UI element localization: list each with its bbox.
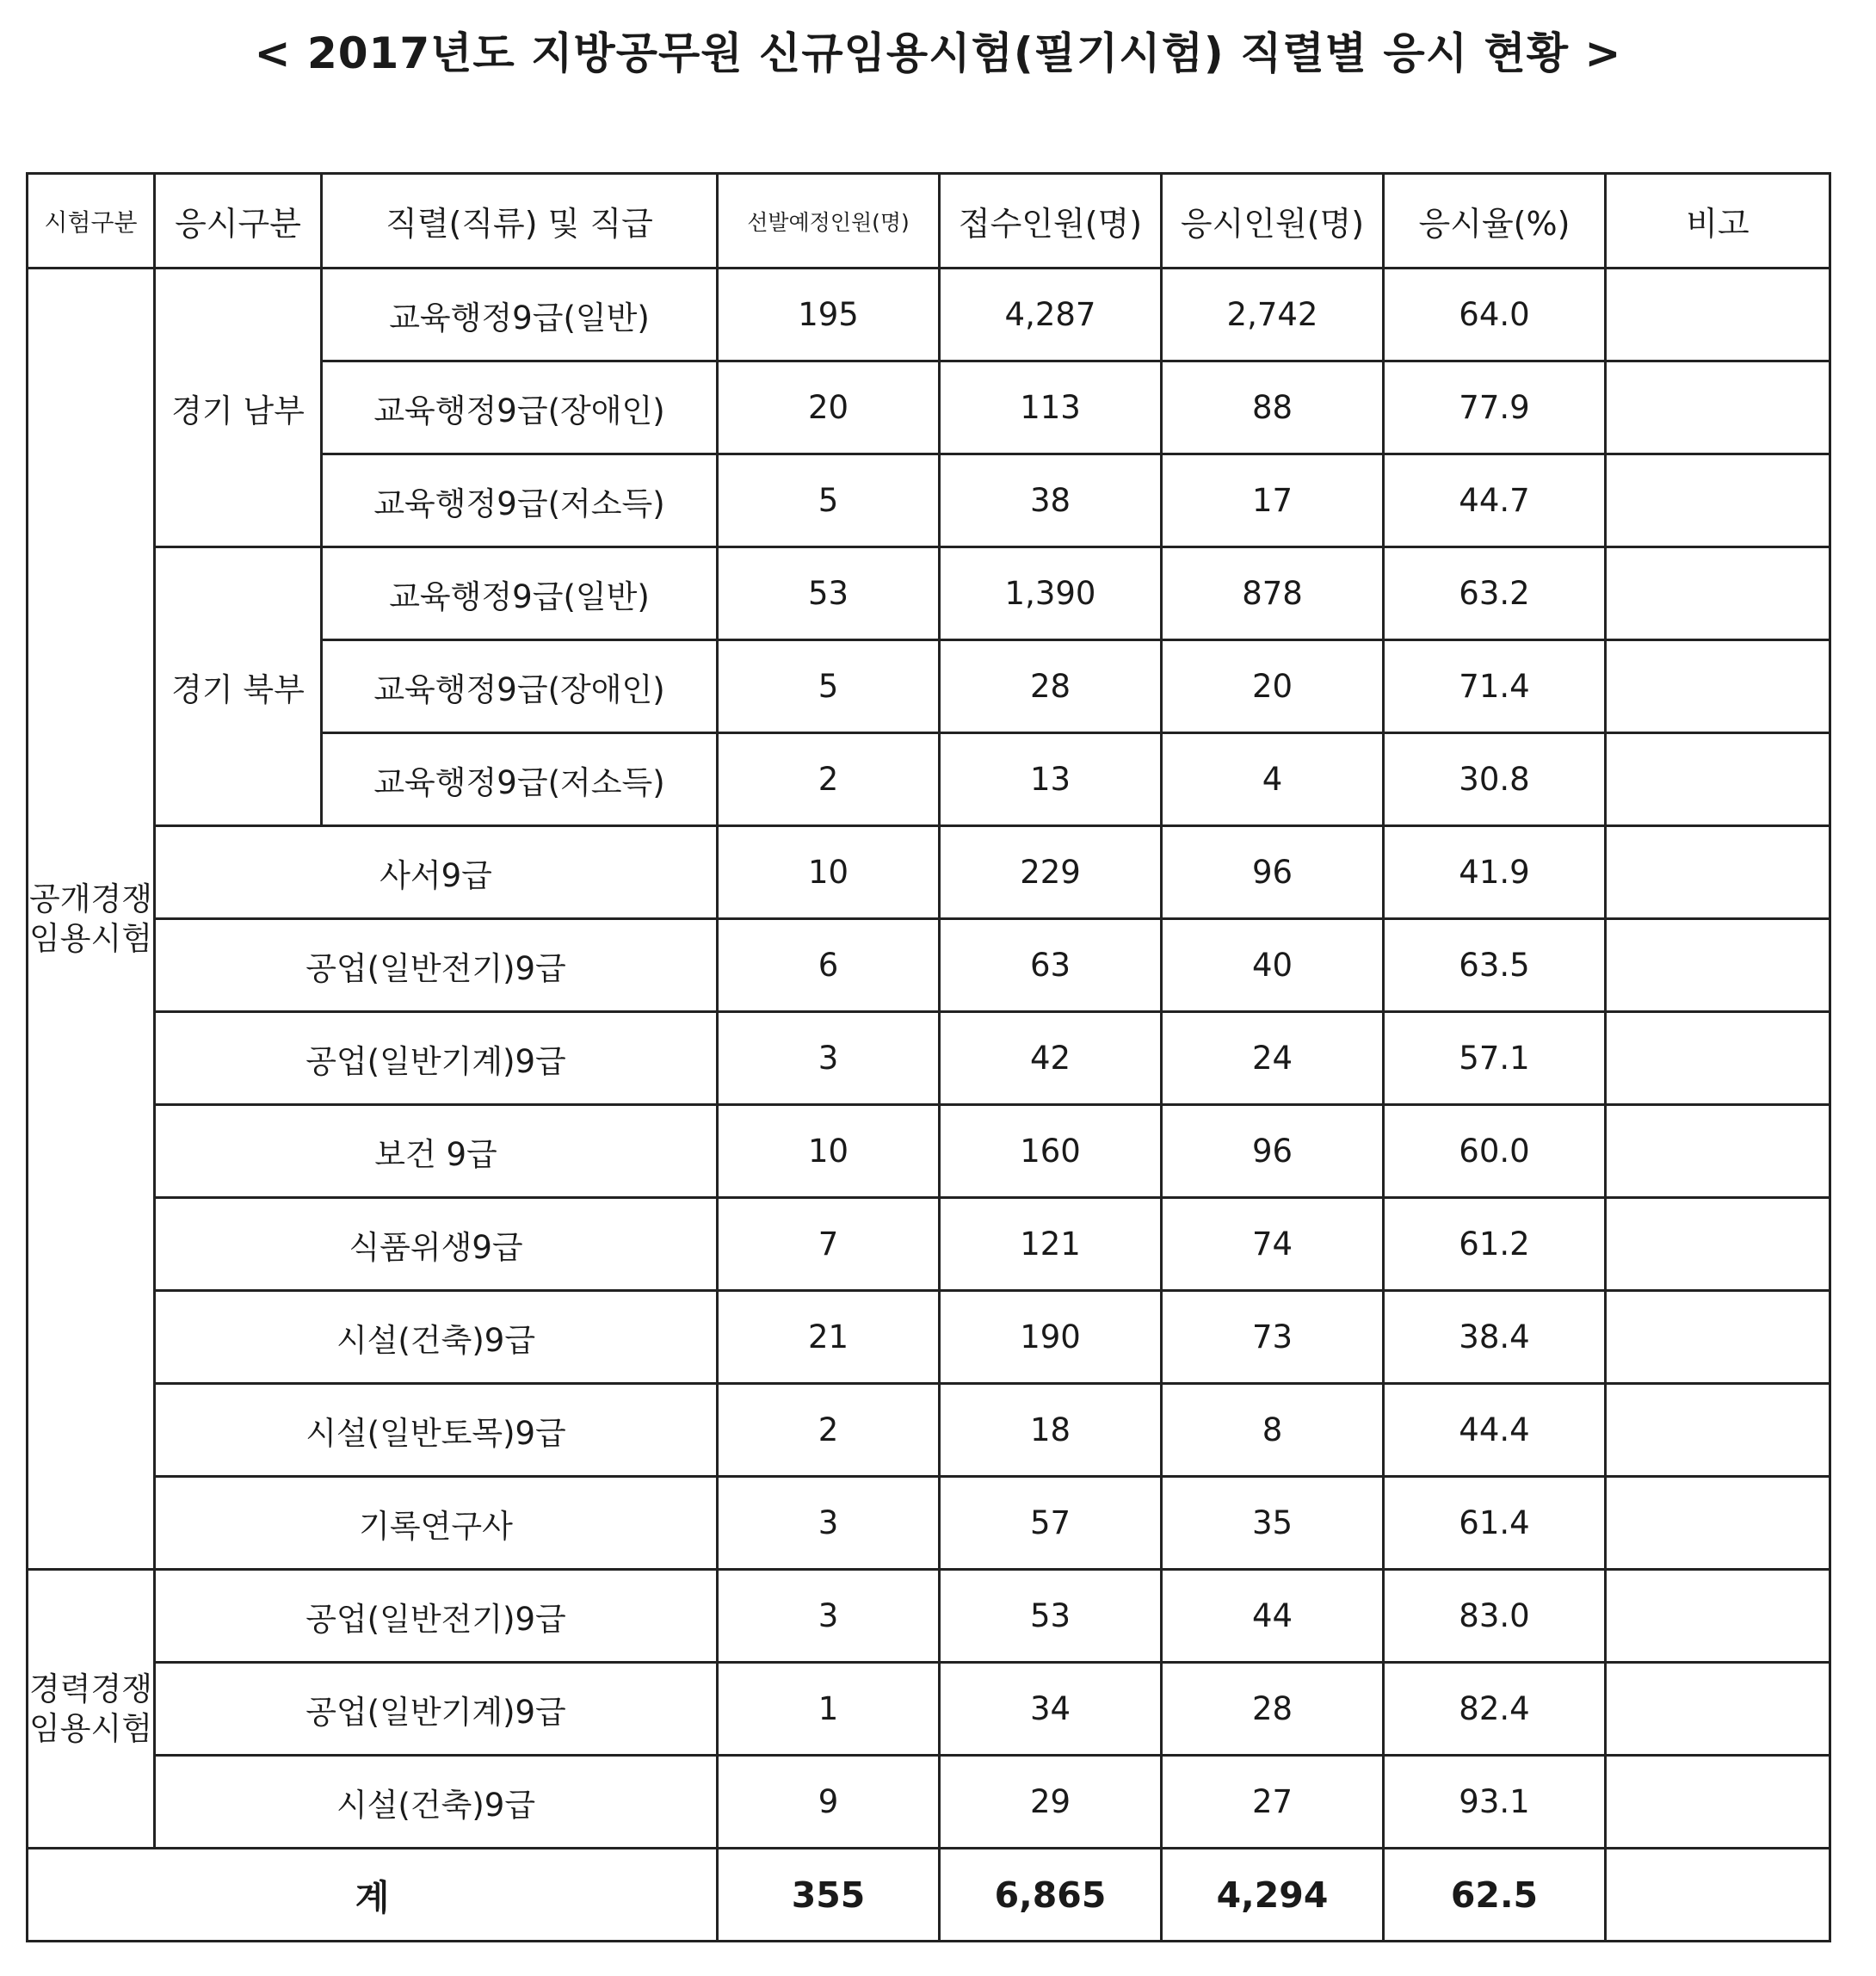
attended-cell: 74: [1162, 1198, 1384, 1291]
table-row: [28, 547, 1830, 640]
planned-cell: 195: [718, 269, 940, 361]
applied-cell: 4,287: [940, 269, 1162, 361]
rate-cell: 41.9: [1384, 826, 1606, 919]
note-cell: [1606, 361, 1830, 454]
applied-cell: 42: [940, 1012, 1162, 1105]
position-cell: 기록연구사: [155, 1477, 718, 1570]
applicant-type-cell: 경기 남부: [155, 269, 322, 547]
applied-cell: 13: [940, 733, 1162, 826]
position-cell: 시설(건축)9급: [155, 1756, 718, 1849]
position-cell: 교육행정9급(일반): [322, 547, 718, 640]
table-row: [28, 1663, 1830, 1756]
attended-cell: 35: [1162, 1477, 1384, 1570]
note-cell: [1606, 454, 1830, 547]
note-cell: [1606, 1570, 1830, 1663]
rate-cell: 77.9: [1384, 361, 1606, 454]
applied-cell: 28: [940, 640, 1162, 733]
exam-type-cell: 경력경쟁임용시험: [28, 1570, 155, 1849]
planned-cell: 21: [718, 1291, 940, 1384]
header-applicant-type: 응시구분: [155, 174, 322, 269]
position-cell: 시설(일반토목)9급: [155, 1384, 718, 1477]
planned-cell: 5: [718, 454, 940, 547]
applied-cell: 160: [940, 1105, 1162, 1198]
note-cell: [1606, 733, 1830, 826]
table-row: [28, 1012, 1830, 1105]
planned-cell: 9: [718, 1756, 940, 1849]
applied-cell: 29: [940, 1756, 1162, 1849]
table-row: [28, 269, 1830, 361]
planned-cell: 3: [718, 1477, 940, 1570]
total-applied: 6,865: [940, 1849, 1162, 1942]
rate-cell: 83.0: [1384, 1570, 1606, 1663]
header-applied: 접수인원(명): [940, 174, 1162, 269]
applied-cell: 121: [940, 1198, 1162, 1291]
rate-cell: 93.1: [1384, 1756, 1606, 1849]
applied-cell: 1,390: [940, 547, 1162, 640]
table-row: [28, 1570, 1830, 1663]
header-attended: 응시인원(명): [1162, 174, 1384, 269]
planned-cell: 1: [718, 1663, 940, 1756]
table-row: [28, 1384, 1830, 1477]
planned-cell: 5: [718, 640, 940, 733]
planned-cell: 20: [718, 361, 940, 454]
rate-cell: 44.7: [1384, 454, 1606, 547]
position-cell: 교육행정9급(장애인): [322, 361, 718, 454]
table-row: [28, 1105, 1830, 1198]
applied-cell: 63: [940, 919, 1162, 1012]
applied-cell: 190: [940, 1291, 1162, 1384]
position-cell: 공업(일반전기)9급: [155, 1570, 718, 1663]
header-row: [28, 174, 1830, 269]
attended-cell: 4: [1162, 733, 1384, 826]
planned-cell: 7: [718, 1198, 940, 1291]
total-row: [28, 1849, 1830, 1942]
note-cell: [1606, 547, 1830, 640]
attended-cell: 2,742: [1162, 269, 1384, 361]
rate-cell: 63.2: [1384, 547, 1606, 640]
note-cell: [1606, 1756, 1830, 1849]
planned-cell: 6: [718, 919, 940, 1012]
attended-cell: 17: [1162, 454, 1384, 547]
note-cell: [1606, 1384, 1830, 1477]
position-cell: 공업(일반기계)9급: [155, 1663, 718, 1756]
position-cell: 시설(건축)9급: [155, 1291, 718, 1384]
rate-cell: 38.4: [1384, 1291, 1606, 1384]
applied-cell: 18: [940, 1384, 1162, 1477]
header-note: 비고: [1606, 174, 1830, 269]
applicant-status-table: [26, 172, 1831, 1942]
header-position: 직렬(직류) 및 직급: [322, 174, 718, 269]
page-title: < 2017년도 지방공무원 신규임용시험(필기시험) 직렬별 응시 현황 >: [254, 28, 1622, 78]
table-row: [28, 919, 1830, 1012]
applied-cell: 57: [940, 1477, 1162, 1570]
rate-cell: 82.4: [1384, 1663, 1606, 1756]
position-cell: 공업(일반기계)9급: [155, 1012, 718, 1105]
rate-cell: 71.4: [1384, 640, 1606, 733]
attended-cell: 40: [1162, 919, 1384, 1012]
position-cell: 식품위생9급: [155, 1198, 718, 1291]
planned-cell: 2: [718, 1384, 940, 1477]
header-rate: 응시율(%): [1384, 174, 1606, 269]
total-label: 계: [28, 1849, 718, 1942]
note-cell: [1606, 826, 1830, 919]
table-row: [28, 1198, 1830, 1291]
note-cell: [1606, 1477, 1830, 1570]
position-cell: 보건 9급: [155, 1105, 718, 1198]
attended-cell: 8: [1162, 1384, 1384, 1477]
exam-type-cell: 공개경쟁임용시험: [28, 269, 155, 1570]
table-row: [28, 1756, 1830, 1849]
note-cell: [1606, 919, 1830, 1012]
applied-cell: 113: [940, 361, 1162, 454]
rate-cell: 63.5: [1384, 919, 1606, 1012]
attended-cell: 73: [1162, 1291, 1384, 1384]
header-planned: 선발예정인원(명): [718, 174, 940, 269]
attended-cell: 27: [1162, 1756, 1384, 1849]
note-cell: [1606, 269, 1830, 361]
rate-cell: 30.8: [1384, 733, 1606, 826]
position-cell: 교육행정9급(장애인): [322, 640, 718, 733]
total-note: [1606, 1849, 1830, 1942]
rate-cell: 57.1: [1384, 1012, 1606, 1105]
applied-cell: 53: [940, 1570, 1162, 1663]
position-cell: 교육행정9급(저소득): [322, 454, 718, 547]
rate-cell: 64.0: [1384, 269, 1606, 361]
applicant-type-cell: 경기 북부: [155, 547, 322, 826]
planned-cell: 10: [718, 826, 940, 919]
attended-cell: 28: [1162, 1663, 1384, 1756]
note-cell: [1606, 1291, 1830, 1384]
planned-cell: 3: [718, 1012, 940, 1105]
total-rate: 62.5: [1384, 1849, 1606, 1942]
applied-cell: 34: [940, 1663, 1162, 1756]
rate-cell: 44.4: [1384, 1384, 1606, 1477]
attended-cell: 44: [1162, 1570, 1384, 1663]
applied-cell: 38: [940, 454, 1162, 547]
total-planned: 355: [718, 1849, 940, 1942]
position-cell: 교육행정9급(저소득): [322, 733, 718, 826]
rate-cell: 61.2: [1384, 1198, 1606, 1291]
note-cell: [1606, 640, 1830, 733]
note-cell: [1606, 1012, 1830, 1105]
planned-cell: 53: [718, 547, 940, 640]
rate-cell: 61.4: [1384, 1477, 1606, 1570]
table-row: [28, 1291, 1830, 1384]
planned-cell: 3: [718, 1570, 940, 1663]
attended-cell: 20: [1162, 640, 1384, 733]
rate-cell: 60.0: [1384, 1105, 1606, 1198]
applied-cell: 229: [940, 826, 1162, 919]
note-cell: [1606, 1663, 1830, 1756]
note-cell: [1606, 1198, 1830, 1291]
planned-cell: 2: [718, 733, 940, 826]
position-cell: 공업(일반전기)9급: [155, 919, 718, 1012]
position-cell: 사서9급: [155, 826, 718, 919]
planned-cell: 10: [718, 1105, 940, 1198]
position-cell: 교육행정9급(일반): [322, 269, 718, 361]
table-row: [28, 826, 1830, 919]
attended-cell: 96: [1162, 1105, 1384, 1198]
attended-cell: 878: [1162, 547, 1384, 640]
total-attended: 4,294: [1162, 1849, 1384, 1942]
note-cell: [1606, 1105, 1830, 1198]
attended-cell: 24: [1162, 1012, 1384, 1105]
table-row: [28, 1477, 1830, 1570]
header-exam-type: 시험구분: [28, 174, 155, 269]
attended-cell: 88: [1162, 361, 1384, 454]
attended-cell: 96: [1162, 826, 1384, 919]
